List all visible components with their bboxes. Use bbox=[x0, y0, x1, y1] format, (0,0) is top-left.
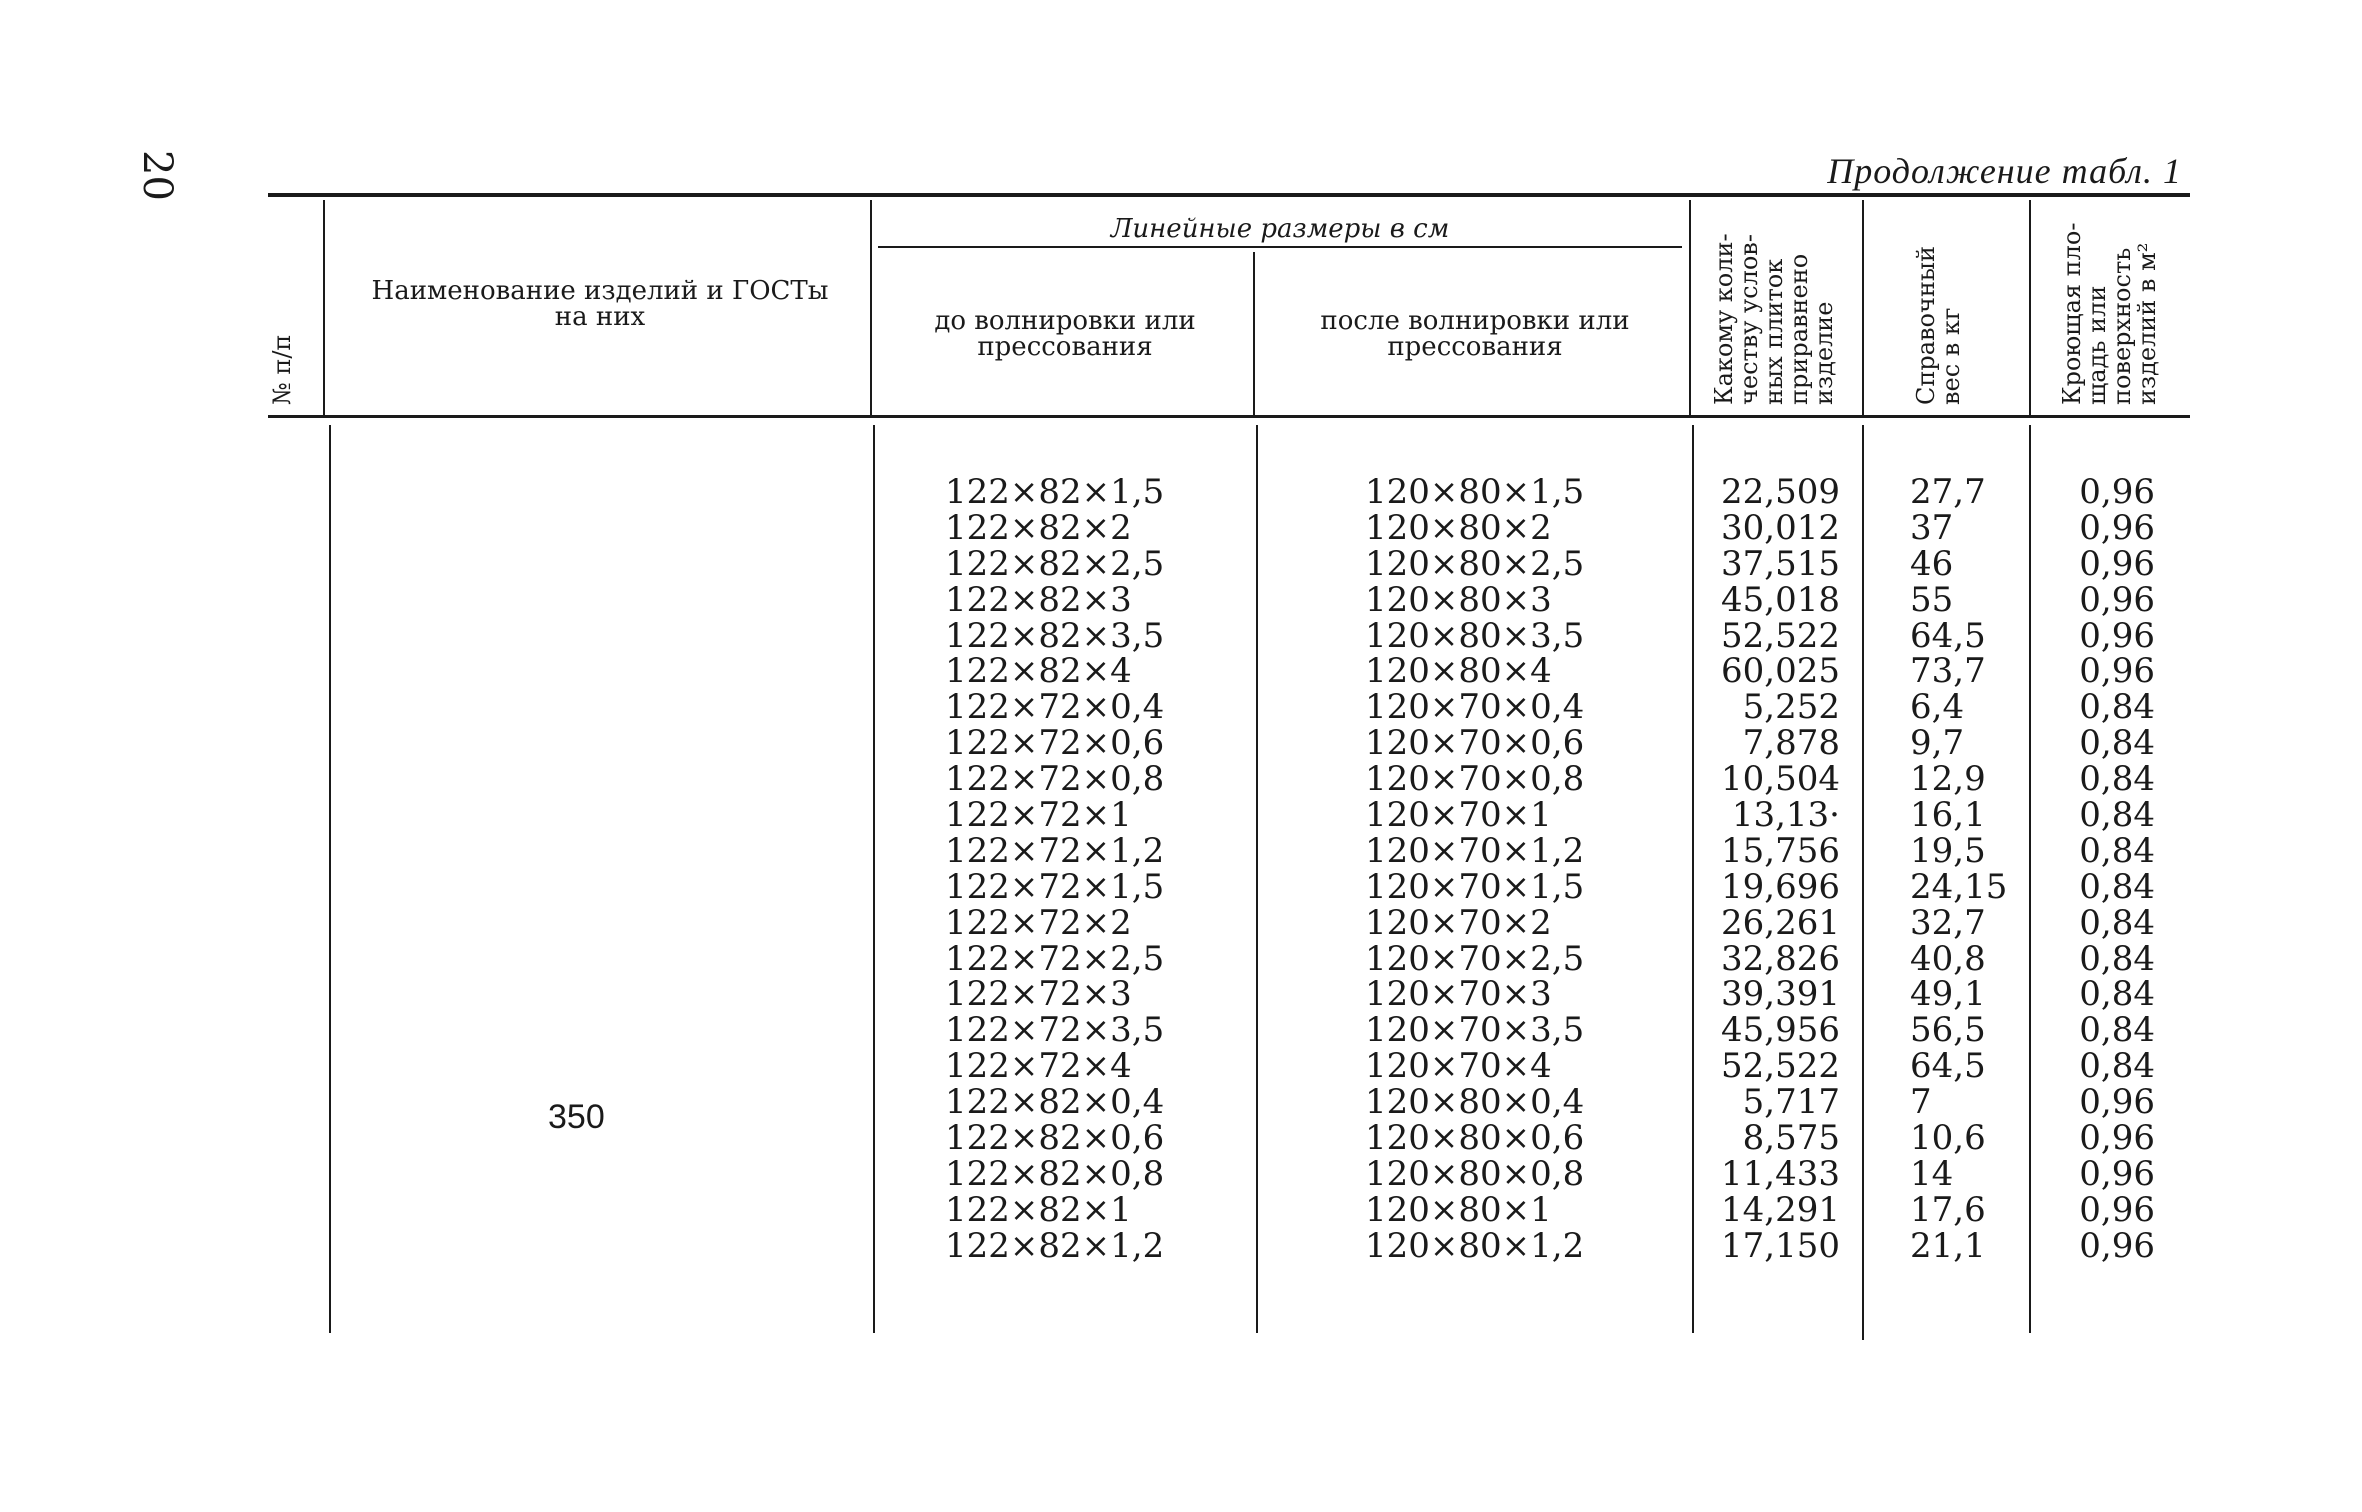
table-cell-after: 120×80×2 bbox=[1365, 507, 1552, 548]
table-cell-tiles: 60,025 bbox=[1721, 651, 1840, 692]
table-cell-area: 0,84 bbox=[2079, 1046, 2155, 1087]
header-name: Наименование изделий и ГОСТы на них bbox=[371, 276, 829, 332]
header-tiles: Какому коли- честву услов- ных плиток приравнено изделие bbox=[1710, 233, 1838, 405]
table-cell-area: 0,84 bbox=[2079, 830, 2155, 871]
table-cell-after: 120×70×2 bbox=[1365, 902, 1552, 943]
table-cell-weight: 49,1 bbox=[1910, 974, 1986, 1015]
table-cell-weight: 9,7 bbox=[1910, 723, 1965, 764]
table-cell-area: 0,96 bbox=[2079, 615, 2155, 656]
table-cell-before: 122×72×1 bbox=[945, 795, 1132, 836]
table-cell-tiles: 15,756 bbox=[1721, 830, 1840, 871]
v-rule-dimensions bbox=[1689, 200, 1691, 415]
table-cell-before: 122×82×3,5 bbox=[945, 615, 1165, 656]
header-linear-dimensions: Линейные размеры в см bbox=[1110, 214, 1450, 244]
table-cell-area: 0,96 bbox=[2079, 543, 2155, 584]
table-cell-weight: 37 bbox=[1910, 507, 1954, 548]
table-cell-tiles: 37,515 bbox=[1721, 543, 1840, 584]
header-before: до волнировки или прессования bbox=[934, 306, 1196, 362]
table-cell-after: 120×80×2,5 bbox=[1365, 543, 1585, 584]
table-cell-after: 120×80×1 bbox=[1365, 1189, 1552, 1230]
dimensions-subrule bbox=[878, 246, 1682, 248]
column-tiles bbox=[1720, 472, 1840, 1266]
column-weight bbox=[1910, 472, 2008, 1266]
table-cell-tiles: 22,509 bbox=[1721, 472, 1840, 512]
page-number: 20 bbox=[134, 150, 180, 201]
table-cell-area: 0,96 bbox=[2079, 1189, 2155, 1230]
table-cell-weight: 27,7 bbox=[1910, 472, 1986, 512]
table-cell-weight: 64,5 bbox=[1910, 615, 1986, 656]
table-cell-tiles: 7,878 bbox=[1742, 723, 1840, 764]
table-cell-after: 120×80×0,4 bbox=[1365, 1082, 1585, 1123]
table-cell-tiles: 30,012 bbox=[1721, 507, 1840, 548]
table-cell-before: 122×82×4 bbox=[945, 651, 1132, 692]
table-cell-before: 122×82×1,2 bbox=[945, 1225, 1165, 1266]
table-cell-area: 0,96 bbox=[2079, 1082, 2155, 1123]
table-cell-weight: 12,9 bbox=[1910, 759, 1986, 800]
table-cell-weight: 32,7 bbox=[1910, 902, 1986, 943]
table-cell-weight: 6,4 bbox=[1910, 687, 1965, 728]
table-cell-tiles: 39,391 bbox=[1721, 974, 1840, 1015]
table-cell-area: 0,84 bbox=[2079, 687, 2155, 728]
table-cell-area: 0,96 bbox=[2079, 651, 2155, 692]
table-cell-after: 120×80×3 bbox=[1365, 579, 1552, 620]
table-cell-weight: 24,15 bbox=[1910, 866, 2008, 907]
table-cell-before: 122×82×0,8 bbox=[945, 1153, 1165, 1194]
table-cell-after: 120×80×1,2 bbox=[1365, 1225, 1585, 1266]
table-cell-tiles: 17,150 bbox=[1721, 1225, 1840, 1266]
table-cell-before: 122×72×0,6 bbox=[945, 723, 1165, 764]
table-cell-after: 120×80×0,6 bbox=[1365, 1118, 1585, 1159]
table-cell-after: 120×70×1,2 bbox=[1365, 830, 1585, 871]
column-after bbox=[1365, 472, 1585, 1266]
table-cell-weight: 19,5 bbox=[1910, 830, 1986, 871]
table-cell-tiles: 11,433 bbox=[1721, 1153, 1840, 1194]
table-cell-before: 122×72×0,4 bbox=[945, 687, 1165, 728]
table-cell-tiles: 13,13· bbox=[1731, 795, 1840, 836]
table-cell-weight: 40,8 bbox=[1910, 938, 1986, 979]
table-cell-before: 122×72×1,5 bbox=[945, 866, 1165, 907]
table-cell-after: 120×70×1 bbox=[1365, 795, 1552, 836]
table-cell-weight: 16,1 bbox=[1910, 795, 1986, 836]
table-cell-before: 122×72×0,8 bbox=[945, 759, 1165, 800]
table-cell-tiles: 19,696 bbox=[1721, 866, 1840, 907]
table-cell-after: 120×80×3,5 bbox=[1365, 615, 1585, 656]
table-cell-before: 122×72×1,2 bbox=[945, 830, 1165, 871]
table-cell-after: 120×80×0,8 bbox=[1365, 1153, 1585, 1194]
table-cell-tiles: 52,522 bbox=[1721, 615, 1840, 656]
table-cell-weight: 55 bbox=[1910, 579, 1954, 620]
table-cell-tiles: 26,261 bbox=[1721, 902, 1840, 943]
table-cell-after: 120×80×4 bbox=[1365, 651, 1552, 692]
table-cell-weight: 46 bbox=[1910, 543, 1954, 584]
table-cell-area: 0,84 bbox=[2079, 1010, 2155, 1051]
table-cell-weight: 56,5 bbox=[1910, 1010, 1986, 1051]
table-cell-weight: 64,5 bbox=[1910, 1046, 1986, 1087]
table-cell-tiles: 45,956 bbox=[1721, 1010, 1840, 1051]
table-cell-tiles: 52,522 bbox=[1721, 1046, 1840, 1087]
table-cell-area: 0,84 bbox=[2079, 902, 2155, 943]
table-cell-area: 0,96 bbox=[2079, 507, 2155, 548]
table-cell-tiles: 10,504 bbox=[1721, 759, 1840, 800]
v-rule-before-after bbox=[1253, 252, 1255, 415]
table-cell-tiles: 45,018 bbox=[1721, 579, 1840, 620]
table-cell-tiles: 5,717 bbox=[1742, 1082, 1840, 1123]
table-cell-after: 120×80×1,5 bbox=[1365, 472, 1585, 512]
table-cell-after: 120×70×0,6 bbox=[1365, 723, 1585, 764]
v-rule-weight-body bbox=[2029, 425, 2031, 1333]
v-rule-before-after-body bbox=[1256, 425, 1258, 1333]
top-rule bbox=[268, 193, 2190, 197]
table-cell-area: 0,96 bbox=[2079, 579, 2155, 620]
column-before bbox=[945, 472, 1165, 1266]
column-area bbox=[2055, 472, 2155, 1266]
table-cell-area: 0,96 bbox=[2079, 1225, 2155, 1266]
v-rule-num-body bbox=[329, 425, 331, 1333]
table-cell-area: 0,96 bbox=[2079, 1118, 2155, 1159]
table-cell-area: 0,84 bbox=[2079, 974, 2155, 1015]
v-rule-tiles-body bbox=[1862, 425, 1864, 1340]
table-cell-tiles: 8,575 bbox=[1742, 1118, 1840, 1159]
table-cell-after: 120×70×3 bbox=[1365, 974, 1552, 1015]
table-cell-tiles: 5,252 bbox=[1742, 687, 1840, 728]
table-cell-after: 120×70×0,4 bbox=[1365, 687, 1585, 728]
table-cell-after: 120×70×4 bbox=[1365, 1046, 1552, 1087]
table-cell-weight: 21,1 bbox=[1910, 1225, 1986, 1266]
table-cell-before: 122×82×1,5 bbox=[945, 472, 1165, 512]
table-cell-area: 0,84 bbox=[2079, 723, 2155, 764]
header-bottom-rule bbox=[268, 415, 2190, 418]
table-cell-weight: 14 bbox=[1910, 1153, 1954, 1194]
header-after: после волнировки или прессования bbox=[1320, 306, 1630, 362]
header-weight: Справочный вес в кг bbox=[1912, 246, 1965, 405]
header-num: № п/п bbox=[268, 334, 296, 405]
table-cell-before: 122×72×3,5 bbox=[945, 1010, 1165, 1051]
table-cell-area: 0,84 bbox=[2079, 795, 2155, 836]
table-cell-before: 122×82×2 bbox=[945, 507, 1132, 548]
v-rule-weight bbox=[2029, 200, 2031, 415]
table-cell-area: 0,84 bbox=[2079, 938, 2155, 979]
table-cell-after: 120×70×2,5 bbox=[1365, 938, 1585, 979]
table-cell-before: 122×82×3 bbox=[945, 579, 1132, 620]
table-cell-area: 0,96 bbox=[2079, 472, 2155, 512]
table-cell-area: 0,84 bbox=[2079, 759, 2155, 800]
table-cell-weight: 10,6 bbox=[1910, 1118, 1986, 1159]
table-cell-before: 122×82×1 bbox=[945, 1189, 1132, 1230]
table-cell-area: 0,84 bbox=[2079, 866, 2155, 907]
table-cell-before: 122×82×2,5 bbox=[945, 543, 1165, 584]
table-cell-tiles: 14,291 bbox=[1721, 1189, 1840, 1230]
table-cell-weight: 7 bbox=[1910, 1082, 1932, 1123]
table-cell-area: 0,96 bbox=[2079, 1153, 2155, 1194]
table-cell-before: 122×72×2 bbox=[945, 902, 1132, 943]
table-cell-before: 122×82×0,4 bbox=[945, 1082, 1165, 1123]
v-rule-num bbox=[323, 200, 325, 415]
table-cell-before: 122×72×4 bbox=[945, 1046, 1132, 1087]
v-rule-name-body bbox=[873, 425, 875, 1333]
header-area: Кроющая пло- щадь или поверхность изделий в м² bbox=[2058, 222, 2161, 405]
v-rule-name bbox=[870, 200, 872, 415]
table-cell-after: 120×70×0,8 bbox=[1365, 759, 1585, 800]
table-cell-tiles: 32,826 bbox=[1721, 938, 1840, 979]
table-cell-before: 122×72×2,5 bbox=[945, 938, 1165, 979]
group-number: 350 bbox=[548, 1098, 605, 1136]
table-cell-before: 122×72×3 bbox=[945, 974, 1132, 1015]
table-cell-before: 122×82×0,6 bbox=[945, 1118, 1165, 1159]
table-cell-weight: 73,7 bbox=[1910, 651, 1986, 692]
table-cell-after: 120×70×3,5 bbox=[1365, 1010, 1585, 1051]
continuation-title: Продолжение табл. 1 bbox=[1827, 151, 2182, 191]
v-rule-dimensions-body bbox=[1692, 425, 1694, 1333]
table-cell-weight: 17,6 bbox=[1910, 1189, 1986, 1230]
table-cell-after: 120×70×1,5 bbox=[1365, 866, 1585, 907]
v-rule-tiles bbox=[1862, 200, 1864, 415]
